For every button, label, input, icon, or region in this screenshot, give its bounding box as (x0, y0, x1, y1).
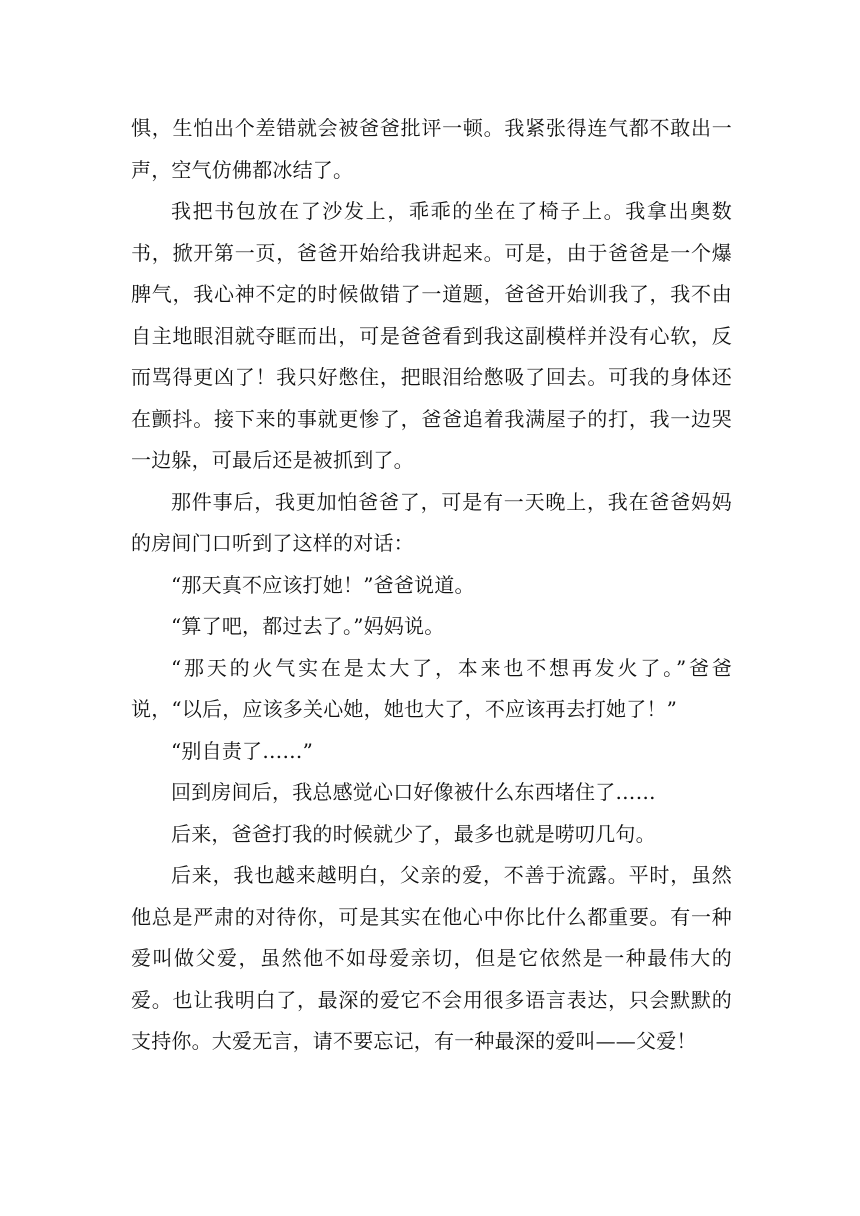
paragraph-6: 后来，我也越来越明白，父亲的爱，不善于流露。平时，虽然他总是严肃的对待你，可是其实在他心中你比什么都重要。有一种爱叫做父爱，虽然他不如母爱亲切，但是它依然是一种最伟大的爱。也让我明白了，最深的爱它不会用很多语言表达，只会默默的支持你。大爱无言，请不要忘记，有一种最深的爱叫——父爱！ (131, 863, 732, 1053)
dialogue-line-3: “那天的火气实在是太大了，本来也不想再发火了。”爸爸说，“以后，应该多关心她，她也大了，不应该再去打她了！” (131, 655, 732, 721)
paragraph-5: 后来，爸爸打我的时候就少了，最多也就是唠叨几句。 (171, 821, 656, 846)
essay-body (131, 108, 732, 1063)
paragraph-2: 我把书包放在了沙发上，乖乖的坐在了椅子上。我拿出奥数书，掀开第一页，爸爸开始给我讲起来。可是，由于爸爸是一个爆脾气，我心神不定的时候做错了一道题，爸爸开始训我了，我不由自主地眼泪就夺眶而出，可是爸爸看到我这副模样并没有心软，反而骂得更凶了！我只好憋住，把眼泪给憋吸了回去。可我的身体还在颤抖。接下来的事就更惨了，爸爸追着我满屋子的打，我一边哭一边躲，可最后还是被抓到了。 (131, 199, 732, 472)
dialogue-line-4: “别自责了……” (171, 738, 314, 763)
paragraph-4: 回到房间后，我总感觉心口好像被什么东西堵住了…… (171, 780, 656, 804)
paragraph-1: 惧，生怕出个差错就会被爸爸批评一顿。我紧张得连气都不敢出一声，空气仿佛都冰结了。 (131, 116, 732, 182)
dialogue-line-1: “那天真不应该打她！”爸爸说道。 (171, 572, 475, 597)
dialogue-line-2: “算了吧，都过去了。”妈妈说。 (171, 614, 445, 638)
paragraph-3: 那件事后，我更加怕爸爸了，可是有一天晚上，我在爸爸妈妈的房间门口听到了这样的对话： (131, 489, 732, 555)
